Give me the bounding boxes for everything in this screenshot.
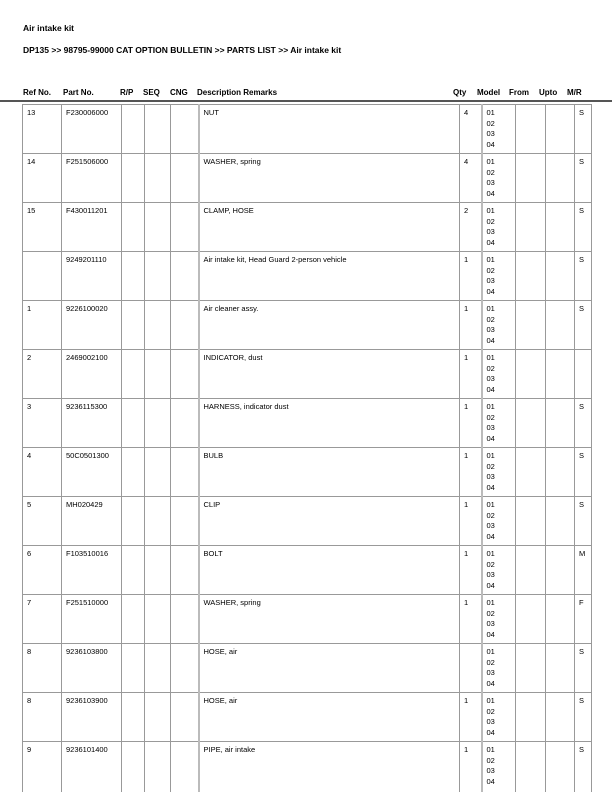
seq-cell (145, 252, 171, 301)
rp-cell (122, 252, 145, 301)
from-cell (516, 693, 546, 742)
model-code: 02 (486, 461, 495, 471)
description-cell: BULB (199, 448, 460, 497)
description-cell: HARNESS, indicator dust (199, 399, 460, 448)
model-code: 04 (486, 580, 495, 590)
from-cell (516, 546, 546, 595)
mr-cell: S (575, 154, 592, 203)
cng-cell (171, 693, 199, 742)
model-code: 03 (486, 129, 495, 138)
seq-cell (145, 497, 171, 546)
seq-cell (145, 595, 171, 644)
model-cell (482, 448, 516, 497)
description-cell: CLAMP, HOSE (199, 203, 460, 252)
ref-cell (23, 252, 62, 301)
from-cell (516, 399, 546, 448)
model-code: 01 (486, 745, 495, 754)
header-from: From (509, 88, 529, 97)
cng-cell (171, 154, 199, 203)
table-row (23, 448, 592, 497)
part-number-cell: F251506000 (62, 154, 122, 203)
qty-cell: 1 (460, 693, 482, 742)
part-number-cell: 9249201110 (62, 252, 122, 301)
description-cell: WASHER, spring (199, 595, 460, 644)
table-row (23, 203, 592, 252)
model-code: 03 (486, 374, 495, 383)
cng-cell (171, 497, 199, 546)
description-cell: WASHER, spring (199, 154, 460, 203)
seq-cell (145, 693, 171, 742)
seq-cell (145, 203, 171, 252)
model-code: 02 (486, 314, 495, 324)
mr-cell: S (575, 693, 592, 742)
cng-cell (171, 742, 199, 792)
upto-cell (546, 595, 575, 644)
breadcrumb: DP135 >> 98795-99000 CAT OPTION BULLETIN >> PARTS LIST >> Air intake kit (23, 45, 342, 55)
description-cell: BOLT (199, 546, 460, 595)
model-cell (482, 546, 516, 595)
model-cell (482, 350, 516, 399)
model-code: 01 (486, 451, 495, 460)
mr-cell: M (575, 546, 592, 595)
model-code: 03 (486, 325, 495, 334)
model-code: 01 (486, 549, 495, 558)
model-code: 03 (486, 178, 495, 187)
model-code: 04 (486, 335, 495, 345)
table-row (23, 154, 592, 203)
description-cell: HOSE, air (199, 693, 460, 742)
header-seq: SEQ (143, 88, 160, 97)
ref-cell: 5 (23, 497, 62, 546)
upto-cell (546, 350, 575, 399)
model-code: 03 (486, 717, 495, 726)
seq-cell (145, 546, 171, 595)
model-code: 04 (486, 531, 495, 541)
model-code: 03 (486, 472, 495, 481)
description-cell: Air cleaner assy. (199, 301, 460, 350)
upto-cell (546, 203, 575, 252)
model-cell (482, 154, 516, 203)
table-row (23, 252, 592, 301)
from-cell (516, 105, 546, 154)
model-code: 04 (486, 482, 495, 492)
seq-cell (145, 105, 171, 154)
qty-cell: 1 (460, 448, 482, 497)
qty-cell: 4 (460, 105, 482, 154)
seq-cell (145, 644, 171, 693)
model-cell (482, 595, 516, 644)
model-code: 02 (486, 657, 495, 667)
part-number-cell: 9226100020 (62, 301, 122, 350)
ref-cell: 13 (23, 105, 62, 154)
cng-cell (171, 105, 199, 154)
header-part: Part No. (63, 88, 94, 97)
header-model: Model (477, 88, 501, 97)
part-number-cell: F103510016 (62, 546, 122, 595)
mr-cell: S (575, 644, 592, 693)
from-cell (516, 350, 546, 399)
part-number-cell: F230006000 (62, 105, 122, 154)
description-cell: NUT (199, 105, 460, 154)
part-number-cell: MH020429 (62, 497, 122, 546)
table-row (23, 399, 592, 448)
part-number-cell: 9236103900 (62, 693, 122, 742)
model-code: 02 (486, 265, 495, 275)
from-cell (516, 644, 546, 693)
seq-cell (145, 399, 171, 448)
rp-cell (122, 448, 145, 497)
upto-cell (546, 448, 575, 497)
table-row (23, 595, 592, 644)
qty-cell: 1 (460, 497, 482, 546)
rp-cell (122, 154, 145, 203)
upto-cell (546, 301, 575, 350)
mr-cell: S (575, 252, 592, 301)
part-number-cell: 9236115300 (62, 399, 122, 448)
model-code: 01 (486, 304, 495, 313)
header-ref: Ref No. (23, 88, 51, 97)
model-cell (482, 203, 516, 252)
table-row (23, 546, 592, 595)
header-divider (0, 100, 612, 102)
cng-cell (171, 546, 199, 595)
part-number-cell: 50C0501300 (62, 448, 122, 497)
seq-cell (145, 742, 171, 792)
rp-cell (122, 595, 145, 644)
qty-cell (460, 644, 482, 693)
model-code: 04 (486, 727, 495, 737)
model-code: 01 (486, 402, 495, 411)
rp-cell (122, 301, 145, 350)
model-code: 04 (486, 433, 495, 443)
qty-cell: 1 (460, 252, 482, 301)
header-rp: R/P (120, 88, 134, 97)
model-code: 01 (486, 157, 495, 166)
model-code: 02 (486, 412, 495, 422)
model-code: 01 (486, 598, 495, 607)
cng-cell (171, 301, 199, 350)
table-row (23, 644, 592, 693)
header-cng: CNG (170, 88, 188, 97)
model-code: 03 (486, 521, 495, 530)
mr-cell: S (575, 203, 592, 252)
upto-cell (546, 154, 575, 203)
model-cell (482, 399, 516, 448)
ref-cell: 8 (23, 644, 62, 693)
model-code: 04 (486, 188, 495, 198)
from-cell (516, 154, 546, 203)
upto-cell (546, 105, 575, 154)
from-cell (516, 448, 546, 497)
model-code: 02 (486, 118, 495, 128)
description-cell: HOSE, air (199, 644, 460, 693)
upto-cell (546, 644, 575, 693)
mr-cell: S (575, 448, 592, 497)
model-code: 01 (486, 108, 495, 117)
rp-cell (122, 644, 145, 693)
upto-cell (546, 399, 575, 448)
model-cell (482, 105, 516, 154)
model-cell (482, 644, 516, 693)
qty-cell: 2 (460, 203, 482, 252)
part-number-cell: F251510000 (62, 595, 122, 644)
ref-cell: 8 (23, 693, 62, 742)
model-code: 01 (486, 500, 495, 509)
table-row (23, 742, 592, 792)
upto-cell (546, 546, 575, 595)
upto-cell (546, 252, 575, 301)
model-cell (482, 301, 516, 350)
model-code: 04 (486, 237, 495, 247)
model-code: 04 (486, 384, 495, 394)
rp-cell (122, 105, 145, 154)
part-number-cell: F430011201 (62, 203, 122, 252)
model-code: 03 (486, 766, 495, 775)
model-cell (482, 693, 516, 742)
model-code: 02 (486, 167, 495, 177)
parts-table (22, 104, 592, 792)
model-code: 04 (486, 776, 495, 786)
ref-cell: 4 (23, 448, 62, 497)
cng-cell (171, 203, 199, 252)
cng-cell (171, 399, 199, 448)
model-cell (482, 497, 516, 546)
header-qty: Qty (453, 88, 467, 97)
rp-cell (122, 497, 145, 546)
model-code: 02 (486, 510, 495, 520)
ref-cell: 7 (23, 595, 62, 644)
rp-cell (122, 742, 145, 792)
header-mr: M/R (567, 88, 582, 97)
mr-cell: S (575, 105, 592, 154)
cng-cell (171, 252, 199, 301)
table-row (23, 301, 592, 350)
model-code: 04 (486, 139, 495, 149)
model-cell (482, 252, 516, 301)
part-number-cell: 9236103800 (62, 644, 122, 693)
rp-cell (122, 693, 145, 742)
model-code: 02 (486, 706, 495, 716)
rp-cell (122, 399, 145, 448)
model-cell (482, 742, 516, 792)
seq-cell (145, 448, 171, 497)
description-cell: CLIP (199, 497, 460, 546)
model-code: 02 (486, 216, 495, 226)
qty-cell: 1 (460, 742, 482, 792)
seq-cell (145, 350, 171, 399)
model-code: 04 (486, 629, 495, 639)
model-code: 03 (486, 276, 495, 285)
rp-cell (122, 546, 145, 595)
page-title: Air intake kit (23, 23, 75, 33)
from-cell (516, 595, 546, 644)
rp-cell (122, 203, 145, 252)
upto-cell (546, 742, 575, 792)
model-code: 02 (486, 559, 495, 569)
mr-cell: S (575, 497, 592, 546)
ref-cell: 14 (23, 154, 62, 203)
model-code: 03 (486, 423, 495, 432)
description-cell: PIPE, air intake (199, 742, 460, 792)
mr-cell: S (575, 742, 592, 792)
model-code: 01 (486, 353, 495, 362)
mr-cell: S (575, 301, 592, 350)
part-number-cell: 9236101400 (62, 742, 122, 792)
qty-cell: 4 (460, 154, 482, 203)
model-code: 04 (486, 678, 495, 688)
ref-cell: 3 (23, 399, 62, 448)
table-row (23, 105, 592, 154)
seq-cell (145, 301, 171, 350)
from-cell (516, 742, 546, 792)
model-code: 02 (486, 363, 495, 373)
qty-cell: 1 (460, 301, 482, 350)
model-code: 03 (486, 570, 495, 579)
from-cell (516, 203, 546, 252)
description-cell: Air intake kit, Head Guard 2-person vehicle (199, 252, 460, 301)
upto-cell (546, 693, 575, 742)
qty-cell: 1 (460, 399, 482, 448)
ref-cell: 9 (23, 742, 62, 792)
from-cell (516, 301, 546, 350)
description-cell: INDICATOR, dust (199, 350, 460, 399)
part-number-cell: 2469002100 (62, 350, 122, 399)
table-row (23, 497, 592, 546)
mr-cell: F (575, 595, 592, 644)
model-code: 01 (486, 206, 495, 215)
model-code: 04 (486, 286, 495, 296)
model-code: 02 (486, 608, 495, 618)
cng-cell (171, 595, 199, 644)
seq-cell (145, 154, 171, 203)
ref-cell: 2 (23, 350, 62, 399)
table-row (23, 350, 592, 399)
cng-cell (171, 448, 199, 497)
model-code: 03 (486, 227, 495, 236)
from-cell (516, 497, 546, 546)
model-code: 01 (486, 647, 495, 656)
cng-cell (171, 350, 199, 399)
upto-cell (546, 497, 575, 546)
model-code: 01 (486, 255, 495, 264)
model-code: 01 (486, 696, 495, 705)
qty-cell: 1 (460, 350, 482, 399)
mr-cell (575, 350, 592, 399)
mr-cell: S (575, 399, 592, 448)
header-upto: Upto (539, 88, 558, 97)
qty-cell: 1 (460, 595, 482, 644)
qty-cell: 1 (460, 546, 482, 595)
model-code: 03 (486, 619, 495, 628)
model-code: 03 (486, 668, 495, 677)
table-row (23, 693, 592, 742)
rp-cell (122, 350, 145, 399)
from-cell (516, 252, 546, 301)
ref-cell: 6 (23, 546, 62, 595)
cng-cell (171, 644, 199, 693)
header-desc: Description Remarks (197, 88, 278, 97)
ref-cell: 15 (23, 203, 62, 252)
ref-cell: 1 (23, 301, 62, 350)
model-code: 02 (486, 755, 495, 765)
